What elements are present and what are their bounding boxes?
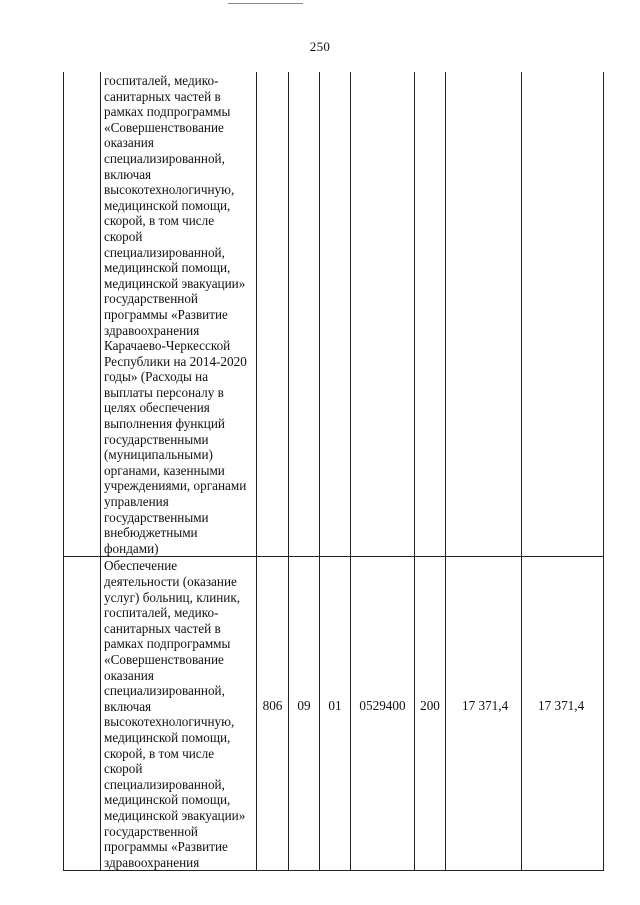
section-code-cell [289,557,320,871]
target-article-cell [351,557,415,871]
expense-type-value: 200 [420,698,440,714]
expense-type-cell [415,557,446,871]
amount-year2-cell [522,557,604,871]
target-article-value: 0529400 [359,698,406,714]
page-number: 250 [309,39,331,54]
ministry-code-cell [257,72,289,557]
amount-year2-cell [522,72,604,557]
ministry-code-value: 806 [262,698,283,714]
table-row [64,72,604,557]
budget-table [63,72,604,871]
amount-year2-value: 17 371,4 [538,698,585,714]
item-name-cell [101,72,257,557]
amount-year1-value: 17 371,4 [462,698,509,714]
row-number-cell [64,557,101,871]
expense-type-cell [415,72,446,557]
row-number-cell [64,72,101,557]
item-name-text: госпиталей, медико-санитарных частей в рамках подпрограммы «Совершенствование оказания специализированной, включая высокотехнологичную, медицинской помощи, скорой, в том числе скорой специализированной, медицинской помощи, медицинской эвакуации» государственной программы «Развитие здравоохранения Карачаево-Черкесской Республики на 2014-2020 годы» (Расходы на выплаты персоналу в целях обеспечения выполнения функций государственными (муниципальными) органами, казенными учреждениями, органами управления государственными внебюджетными фондами) [104,73,247,556]
item-name-cell [101,557,257,871]
amount-year1-cell [446,72,522,557]
amount-year1-cell [446,557,522,871]
subsection-code-value: 01 [328,698,342,714]
target-article-cell [351,72,415,557]
top-scan-line [228,3,303,4]
section-code-value: 09 [297,698,311,714]
section-code-cell [289,72,320,557]
item-name-text: Обеспечение деятельности (оказание услуг) больниц, клиник, госпиталей, медико-санитарных частей в рамках подпрограммы «Совершенствование оказания специализированной, включая высокотехнологичную, медицинской помощи, скорой, в том числе скорой специализированной, медицинской помощи, медицинской эвакуации» государственной программы «Развитие здравоохранения [104,558,246,870]
subsection-code-cell [320,557,351,871]
table-row [64,557,604,871]
subsection-code-cell [320,72,351,557]
ministry-code-cell [257,557,289,871]
